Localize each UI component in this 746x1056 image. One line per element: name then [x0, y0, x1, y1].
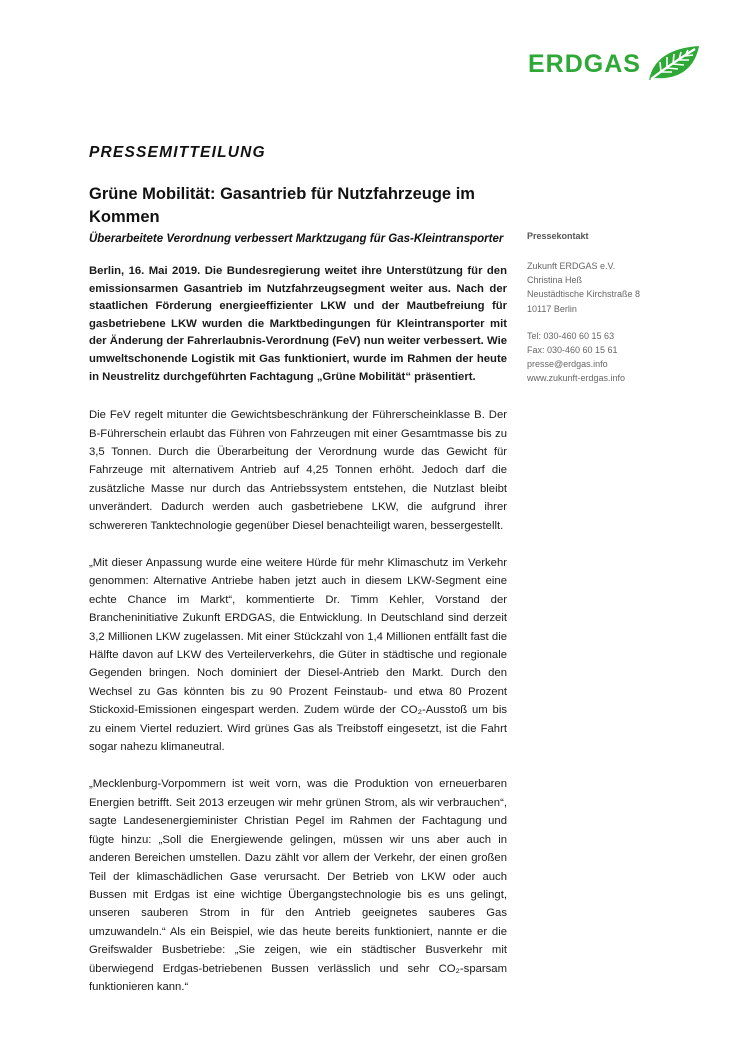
contact-name: Christina Heß [527, 275, 583, 286]
leaf-icon [645, 44, 701, 84]
press-contact-heading: Pressekontakt [527, 231, 589, 241]
contact-email[interactable]: presse@erdgas.info [527, 359, 608, 370]
contact-website[interactable]: www.zukunft-erdgas.info [527, 373, 626, 384]
document-type-label: PRESSEMITTEILUNG [89, 144, 266, 161]
press-contact [527, 231, 707, 386]
contact-organization: Zukunft ERDGAS e.V. [527, 261, 616, 271]
contact-street: Neustädtische Kirchstraße 8 [527, 289, 641, 300]
paragraph-3: „Mecklenburg-Vorpommern ist weit vorn, was die Produktion von erneuerbaren Energien betrifft. Seit 2013 erzeugen wir mehr grünen Strom, als wir verbrauchen“, sagte Landesenergieminister Christian Pegel im Rahmen der Fachtagung und fügte hinzu: „Soll die Energiewende gelingen, müssen wir uns aber auch in anderen Bereichen umstellen. Dazu zählt vor allem der Verkehr, der einen großen Teil der klimaschädlichen Gase verursacht. Der Betrieb von LKW oder auch Bussen mit Erdgas ist eine wichtige Übergangstechnologie bis es uns gelingt, unseren sauberen Strom in für den Antrieb geeignetes sauberes Gas umzuwandeln.“ Als ein Beispiel, wie das heute bereits funktioniert, nannte er die Greifswalder Busbetriebe: „Sie zeigen, wie ein städtischer Busverkehr mit überwiegend Erdgas-betriebenen Bussen verlässlich und sehr CO₂-sparsam funktionieren kann.“ [89, 778, 507, 993]
page-subtitle: Überarbeitete Verordnung verbessert Marktzugang für Gas-Kleintransporter [89, 233, 504, 245]
contact-city: 10117 Berlin [527, 303, 577, 314]
paragraph-2: „Mit dieser Anpassung wurde eine weitere Hürde für mehr Klimaschutz im Verkehr genommen: Alternative Antriebe haben jetzt auch in diesem LKW-Segment eine echte Chance im Markt“, kommentierte Dr. Timm Kehler, Vorstand der Brancheninitiative Zukunft ERDGAS, die Entwicklung. In Deutschland sind derzeit 3,2 Millionen LKW zugelassen. Mit einer Stückzahl von 1,4 Millionen entfällt fast die Hälfte davon auf LKW des Verteilerverkehrs, die Güter in städtische und regionale Gegenden bringen. Noch dominiert der Diesel-Antrieb den Markt. Durch den Wechsel zu Gas könnten bis zu 90 Prozent Feinstaub- und etwa 80 Prozent Stickoxid-Emissionen eingespart werden. Zudem würde der CO₂-Ausstoß um bis zu einem Viertel reduziert. Wird grünes Gas als Treibstoff eingesetzt, ist die Fahrt sogar nahezu klimaneutral. [89, 557, 507, 754]
logo-text: ERDGAS [528, 49, 641, 78]
page-title: Grüne Mobilität: Gasantrieb für Nutzfahrzeuge im Kommen [89, 185, 475, 226]
paragraph-1: Die FeV regelt mitunter die Gewichtsbeschränkung der Führerscheinklasse B. Der B-Führerschein erlaubt das Führen von Fahrzeugen mit einer Gesamtmasse bis zu 3,5 Tonnen. Durch die Überarbeitung der Verordnung wurde das Gewicht für Fahrzeuge mit alternativem Antrieb auf 4,25 Tonnen erhöht. Jedoch darf die zusätzliche Masse nur durch das Antriebssystem entstehen, die Nutzlast bleibt unverändert. Dadurch werden auch gasbetriebene LKW, die aufgrund ihrer schwereren Tanktechnologie gegenüber Diesel benachteiligt waren, bessergestellt. [89, 409, 507, 532]
article-body [89, 263, 507, 1015]
lead-paragraph: Berlin, 16. Mai 2019. Die Bundesregierung weitet ihre Unterstützung für den emissionsarmen Gasantrieb im Nutzfahrzeugsegment weiter aus. Nach der staatlichen Förderung energieeffizienter LKW und der Mautbefreiung für gasbetriebene LKW wurden die Marktbedingungen für Kleintransporter mit der Änderung der Fahrerlaubnis-Verordnung (FeV) nun weiter verbessert. Wie umweltschonende Logistik mit Gas funktioniert, wurde im Rahmen der heute in Neustrelitz durchgeführten Fachtagung „Grüne Mobilität“ präsentiert. [89, 265, 507, 383]
contact-phone: Tel: 030-460 60 15 63 [527, 330, 615, 341]
contact-fax: Fax: 030-460 60 15 61 [527, 345, 618, 356]
spacer [527, 316, 707, 329]
erdgas-logo [528, 42, 712, 86]
